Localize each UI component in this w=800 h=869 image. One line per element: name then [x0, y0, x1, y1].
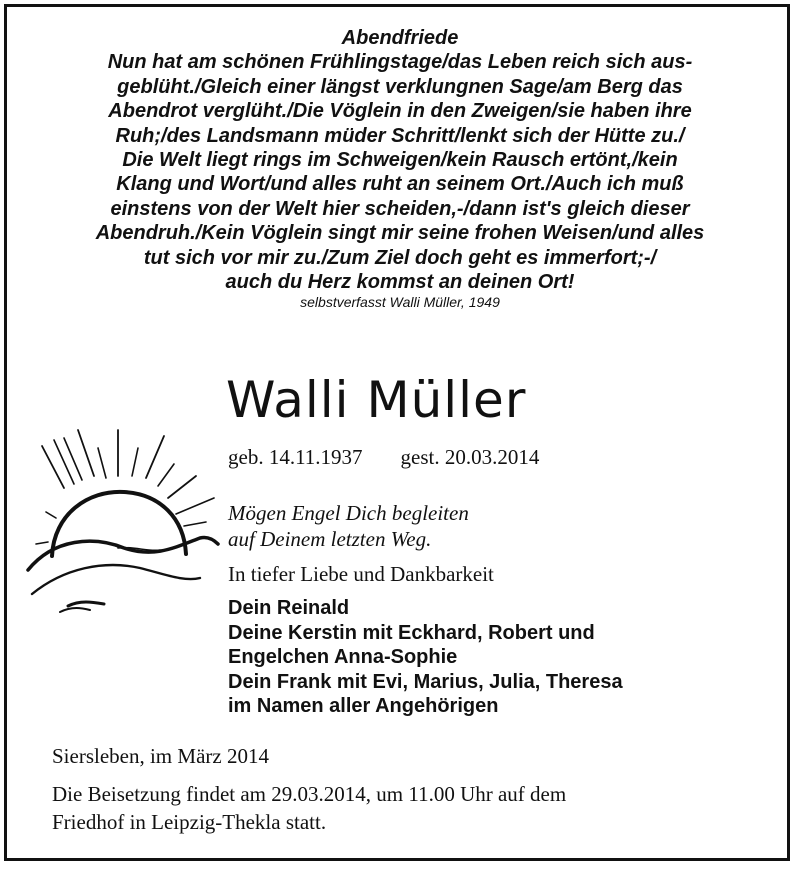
poem-line: tut sich vor mir zu./Zum Ziel doch geht es immerfort;-/ [143, 246, 657, 269]
poem-line: auch du Herz kommst an deinen Ort! [225, 271, 575, 294]
poem-title: Abendfriede [341, 27, 459, 49]
poem-line: Abendrot verglüht./Die Vöglein in den Zweigen/sie haben ihre [108, 100, 692, 123]
poem-line: geblüht./Gleich einer längst verklungnen Sage/am Berg das [117, 75, 683, 98]
poem-line: Nun hat am schönen Frühlingstage/das Leben reich sich aus- [107, 51, 693, 74]
poem-line: Abendruh./Kein Vöglein singt mir seine frohen Weisen/und alles [95, 222, 705, 245]
life-dates [228, 445, 539, 470]
poem-line: Klang und Wort/und alles ruht an seinem Ort./Auch ich muß [116, 173, 684, 196]
poem-line: einstens von der Welt hier scheiden,-/dann ist's gleich dieser [110, 197, 690, 220]
deceased-name: Walli Müller [226, 371, 527, 429]
death-date: gest. 20.03.2014 [400, 445, 540, 469]
verse [228, 500, 469, 552]
funeral-line: Die Beisetzung findet am 29.03.2014, um 11.00 Uhr auf dem [52, 782, 567, 806]
mourner-line: Deine Kerstin mit Eckhard, Robert und [228, 621, 595, 644]
funeral-notice [52, 780, 752, 836]
poem-credit: selbstverfasst Walli Müller, 1949 [300, 294, 500, 311]
mourner-line: im Namen aller Angehörigen [228, 695, 499, 718]
gratitude-line: In tiefer Liebe und Dankbarkeit [228, 562, 494, 586]
birth-date: geb. 14.11.1937 [228, 445, 363, 469]
sunset-over-hills-icon [24, 418, 224, 628]
verse-line: auf Deinem letzten Weg. [228, 527, 432, 551]
poem [20, 26, 780, 312]
mourners-list [228, 596, 623, 719]
mourner-line: Dein Reinald [228, 597, 350, 619]
mourner-line: Engelchen Anna-Sophie [228, 646, 458, 669]
poem-line: Ruh;/des Landsmann müder Schritt/lenkt sich der Hütte zu./ [115, 124, 685, 147]
mourner-line: Dein Frank mit Evi, Marius, Julia, Theresa [228, 670, 623, 693]
verse-line: Mögen Engel Dich begleiten [228, 501, 469, 525]
poem-line: Die Welt liegt rings im Schweigen/kein Rausch ertönt,/kein [122, 149, 678, 172]
place-date: Siersleben, im März 2014 [52, 744, 269, 768]
funeral-line: Friedhof in Leipzig-Thekla statt. [52, 810, 327, 834]
